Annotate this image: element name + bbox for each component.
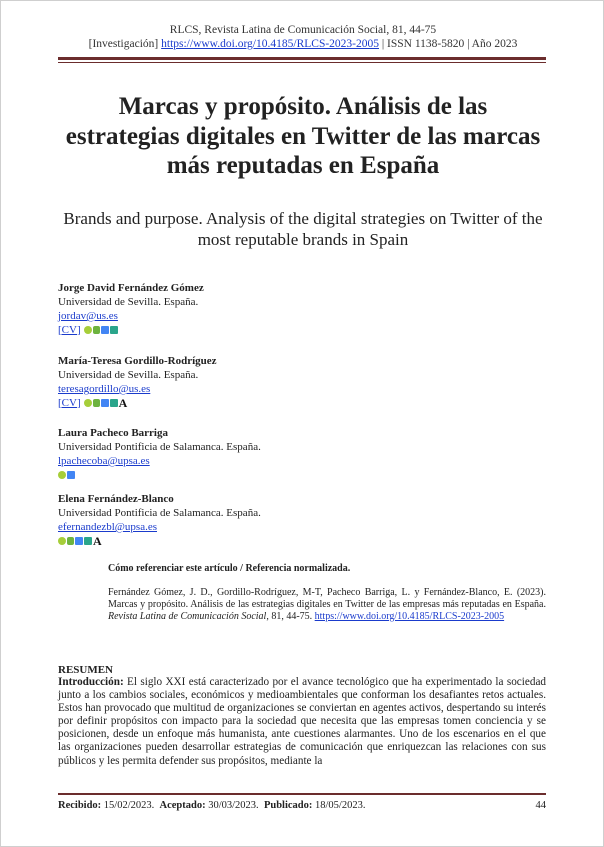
orcid-icon[interactable] [58,471,66,479]
author-profile-icons [58,468,538,481]
author-email-link[interactable]: jordav@us.es [58,310,118,322]
page-title: Marcas y propósito. Análisis de las estrategias digitales en Twitter de las marcas más reputadas en España [65,93,541,179]
page-number: 44 [535,800,546,811]
author-profile-icons [58,534,538,547]
page-footer [58,799,546,812]
author-email-link[interactable]: lpachecoba@upsa.es [58,455,150,467]
author-affiliation: Universidad de Sevilla. España. [58,296,199,308]
abstract-heading: RESUMEN [58,664,114,676]
author-block [58,426,538,481]
citation-text [108,587,546,623]
google-scholar-icon[interactable] [101,399,109,407]
orcid-icon[interactable] [84,399,92,407]
cv-link[interactable]: [CV] [58,323,81,336]
journal-header-line-2 [1,37,604,51]
author-name: Jorge David Fernández Gómez [58,282,204,294]
author-block [58,492,538,547]
google-scholar-icon[interactable] [101,326,109,334]
author-email-link[interactable]: teresagordillo@us.es [58,383,151,395]
scopus-icon[interactable] [84,537,92,545]
researchgate-icon[interactable] [93,399,100,407]
author-affiliation: Universidad Pontificia de Salamanca. España. [58,507,261,519]
published-label: Publicado: [263,800,313,811]
citation-main: Fernández Gómez, J. D., Gordillo-Rodríguez, M-T, Pacheco Barriga, L. y Fernández-Blanco, E. (2023). Marcas y propósito. Análisis de las estrategias digitales en Twitter de las empresas más reputadas en España. [108,587,546,610]
article-type: [Investigación] [88,38,159,50]
journal-header-line: RLCS, Revista Latina de Comunicación Social, 81, 44-75 [169,24,437,36]
author-affiliation: Universidad de Sevilla. España. [58,369,199,381]
google-scholar-icon[interactable] [67,471,75,479]
citation-heading: Cómo referenciar este artículo / Referencia normalizada. [108,563,351,574]
abstract-body: El siglo XXI está caracterizado por el avance tecnológico que ha experimentado la sociedad junto a los cambios sociales, económicos y medioambientales que conforman los desafiantes retos actuales. Estos han provocado que multitud de organizaciones se conviertan en agentes activos, despertando su interés por definir propósitos con impacto para la sociedad que necesita que las empresas tomen conciencia y se posicionen, desde un enfoque más humanista, ante cuestiones alarmantes. Uno de los escenarios en el que las organizaciones pueden desarrollar estrategias de comunicación que enriquezcan las relaciones con sus públicos y les permita defender sus propósitos, mediante la [58,676,546,767]
accepted-date: 30/03/2023. [205,800,259,811]
author-email-link[interactable]: efernandezbl@upsa.es [58,521,157,533]
researchgate-icon[interactable] [93,326,100,334]
received-label: Recibido: [58,800,102,811]
orcid-icon[interactable] [84,326,92,334]
header-rule [58,57,546,60]
cv-link[interactable]: [CV] [58,396,81,409]
citation-doi-link[interactable]: https://www.doi.org/10.4185/RLCS-2023-2005 [314,611,505,622]
author-profile-icons [58,323,538,336]
citation-tail: , 81, 44-75. [266,611,315,622]
academia-icon[interactable]: A [118,395,128,410]
author-name: Laura Pacheco Barriga [58,427,168,439]
author-affiliation: Universidad Pontificia de Salamanca. España. [58,441,261,453]
academia-icon[interactable]: A [93,533,102,548]
citation-journal: Revista Latina de Comunicación Social [108,611,267,622]
citation-box [108,563,546,623]
orcid-icon[interactable] [58,537,66,545]
published-date: 18/05/2023. [312,800,366,811]
google-scholar-icon[interactable] [75,537,83,545]
header-doi-link[interactable]: https://www.doi.org/10.4185/RLCS-2023-2005 [161,38,379,50]
abstract-section-label: Introducción: [58,676,124,688]
author-name: María-Teresa Gordillo-Rodríguez [58,355,217,367]
page-subtitle: Brands and purpose. Analysis of the digital strategies on Twitter of the most reputable brands in Spain [63,209,543,249]
header-issn: | ISSN 1138-5820 | Año 2023 [379,38,518,50]
abstract-text [58,676,546,768]
scopus-icon[interactable] [110,399,118,407]
author-profile-icons [58,396,538,409]
footer-rule [58,793,546,795]
scopus-icon[interactable] [110,326,118,334]
researchgate-icon[interactable] [67,537,74,545]
author-name: Elena Fernández-Blanco [58,493,174,505]
received-date: 15/02/2023. [101,800,155,811]
header-rule-thin [58,62,546,63]
author-block [58,281,538,336]
author-block [58,354,538,409]
accepted-label: Aceptado: [159,800,206,811]
